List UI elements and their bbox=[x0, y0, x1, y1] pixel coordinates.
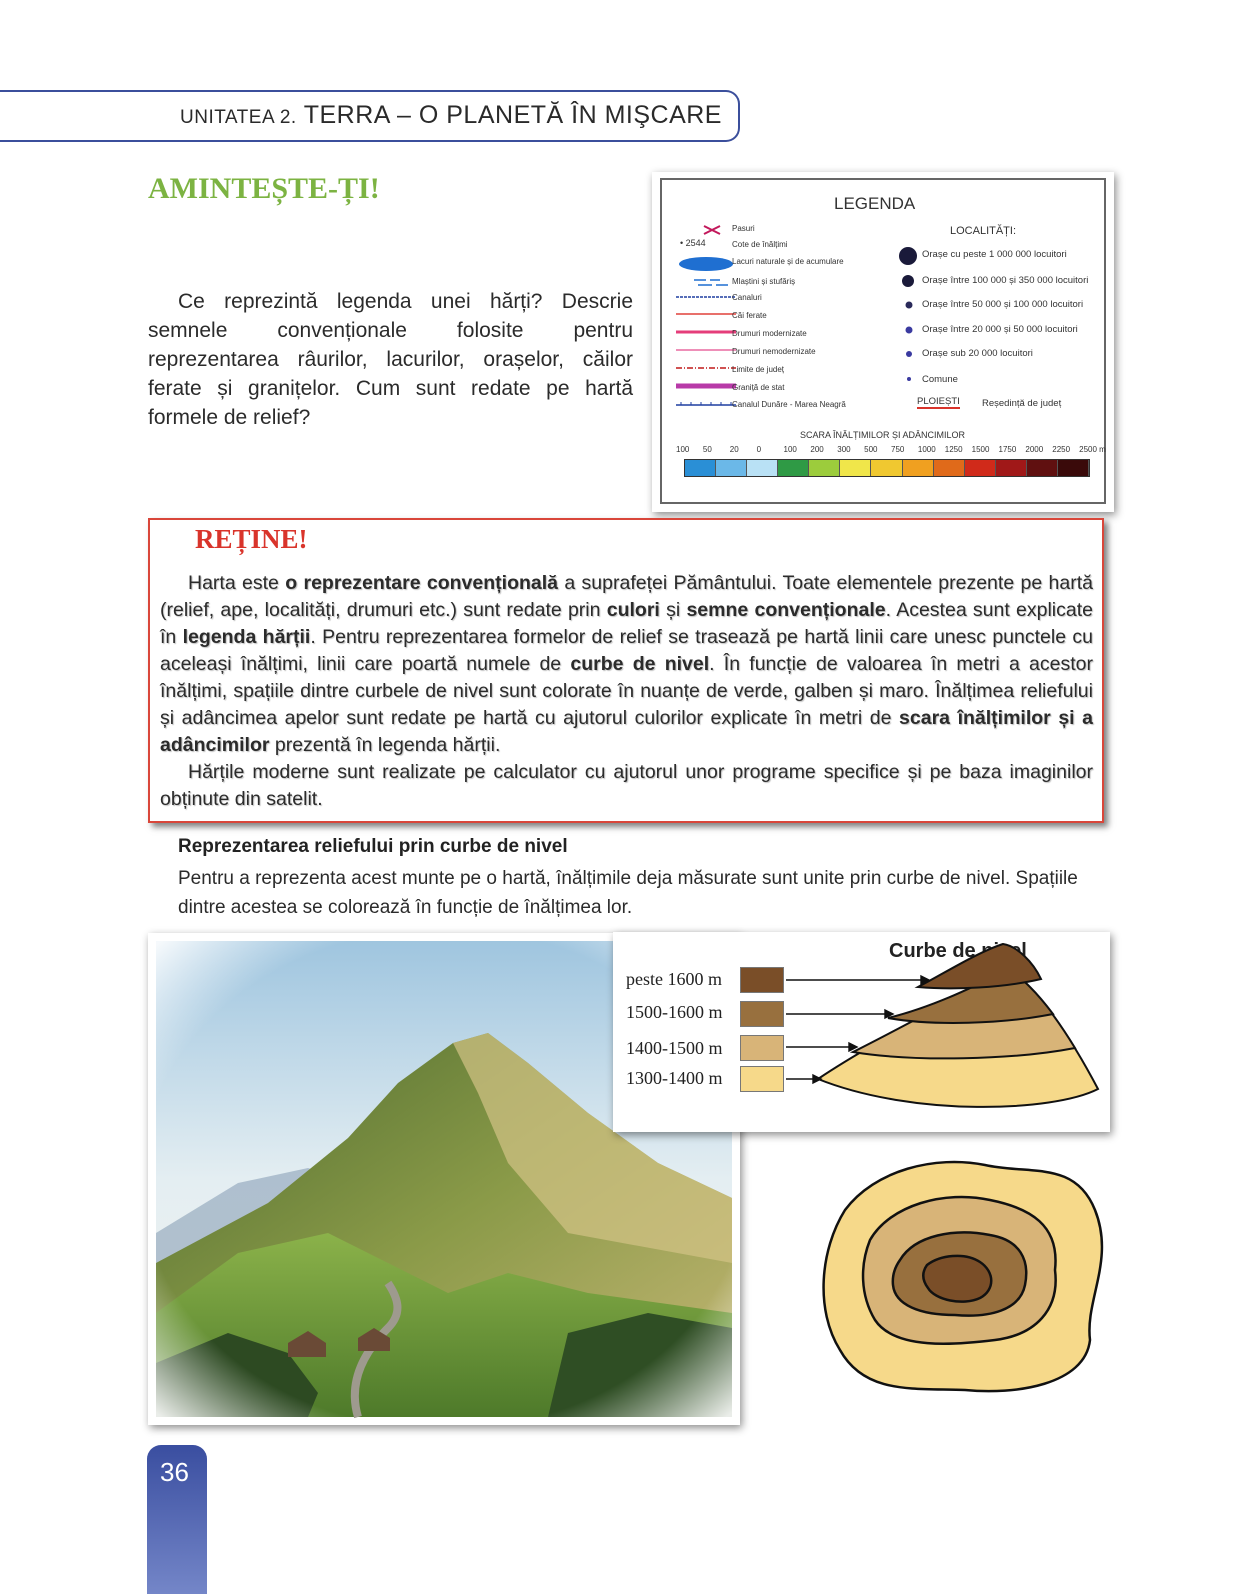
county-limit-symbol bbox=[676, 365, 736, 371]
scale-tick-label: 20 bbox=[729, 445, 739, 454]
scale-color-cell bbox=[778, 460, 809, 476]
county-seat-label: Reședință de județ bbox=[982, 398, 1062, 409]
key-term: curbe de nivel bbox=[570, 653, 710, 675]
legend-item: Graniță de stat bbox=[732, 383, 785, 392]
header-title bbox=[180, 101, 722, 130]
scale-color-cell bbox=[934, 460, 965, 476]
remember-title: REȚINE! bbox=[195, 524, 308, 554]
spot-height-symbol: • 2544 bbox=[680, 238, 706, 248]
legend-title: LEGENDA bbox=[834, 194, 916, 213]
border-symbol bbox=[676, 382, 736, 390]
text-run: . Pentru reprezentarea formelor de relief se trasează pe hartă linii care unesc punctele cu aceleași înălțimi, linii care poartă numele de bbox=[160, 626, 1093, 675]
scale-tick-label: 500 bbox=[864, 445, 878, 454]
band-label: 1500-1600 m bbox=[626, 1002, 723, 1022]
text-run: . Acestea sunt explicate în bbox=[160, 599, 1094, 648]
railway-symbol bbox=[676, 311, 736, 317]
legend-item: Căi ferate bbox=[732, 311, 767, 320]
legend-item: Limite de județ bbox=[732, 365, 785, 374]
marsh-icon bbox=[692, 276, 732, 288]
reminder-text: Ce reprezintă legenda unei hărți? Descrie semnele convenționale folosite pentru reprezentarea râurilor, lacurilor, orașelor, căilor ferate și granițelor. Cum sunt redate pe hartă formele de relief? bbox=[148, 290, 633, 429]
scale-bar bbox=[684, 459, 1090, 477]
band-label: peste 1600 m bbox=[626, 969, 722, 989]
locality-item: Orașe între 20 000 și 50 000 locuitori bbox=[922, 324, 1078, 335]
unit-title: TERRA – O PLANETĂ ÎN MIŞCARE bbox=[303, 101, 722, 129]
map-legend-image bbox=[652, 172, 1114, 512]
scale-tick-label: 50 bbox=[702, 445, 712, 454]
scale-color-cell bbox=[716, 460, 747, 476]
locality-item: Orașe între 50 000 și 100 000 locuitori bbox=[922, 299, 1084, 310]
scale-color-cell bbox=[996, 460, 1027, 476]
legend-item: Cote de înălțimi bbox=[732, 240, 788, 249]
dirt-road-symbol bbox=[676, 347, 736, 353]
legend-item: Pasuri bbox=[732, 224, 755, 233]
section-title: Reprezentarea reliefului prin curbe de nivel bbox=[178, 836, 568, 857]
remember-paragraph-2: Hărțile moderne sunt realizate pe calculator cu ajutorul unor programe specifice și pe baza imaginilor obținute din satelit. bbox=[160, 761, 1093, 810]
city-50k-icon bbox=[904, 300, 914, 310]
legend-item: Drumuri nemodernizate bbox=[732, 347, 816, 356]
unit-label: UNITATEA 2. bbox=[180, 107, 297, 128]
city-1m-icon bbox=[896, 246, 920, 266]
scale-title: SCARA ÎNĂLȚIMILOR ȘI ADÂNCIMILOR bbox=[800, 430, 966, 440]
legend-item: Canaluri bbox=[732, 293, 762, 302]
scale-tick-label: 2500 m bbox=[1079, 445, 1106, 454]
commune-icon bbox=[906, 376, 912, 382]
key-term: semne convenționale bbox=[686, 599, 886, 621]
scale-color-cell bbox=[871, 460, 902, 476]
scale-tick-label: 0 bbox=[756, 445, 762, 454]
localities-title: LOCALITĂȚI: bbox=[950, 225, 1017, 237]
scale-tick-label: 1000 bbox=[917, 445, 936, 454]
key-term: culori bbox=[606, 599, 660, 621]
locality-item: Orașe între 100 000 și 350 000 locuitori bbox=[922, 275, 1089, 286]
text-run: Harta este bbox=[188, 572, 286, 594]
danube-canal-symbol bbox=[676, 400, 736, 408]
county-seat-name: PLOIEȘTI bbox=[917, 396, 960, 407]
legend-item: Mlaștini și stufăriș bbox=[732, 277, 796, 286]
scale-color-cell bbox=[747, 460, 778, 476]
reminder-questions bbox=[148, 287, 633, 432]
locality-item: Comune bbox=[922, 374, 958, 385]
contour-title: Curbe de nivel bbox=[889, 940, 1027, 962]
scale-tick-label: 100 bbox=[676, 445, 690, 454]
legend-item: Drumuri modernizate bbox=[732, 329, 807, 338]
reminder-title: AMINTEȘTE-ȚI! bbox=[148, 172, 380, 205]
band-label: 1400-1500 m bbox=[626, 1038, 723, 1058]
remember-text bbox=[160, 570, 1093, 813]
scale-tick-label: 300 bbox=[837, 445, 851, 454]
city-100k-icon bbox=[900, 273, 916, 289]
band-label: 1300-1400 m bbox=[626, 1068, 723, 1088]
scale-tick-label: 750 bbox=[891, 445, 905, 454]
legend-item: Lacuri naturale și de acumulare bbox=[732, 257, 844, 266]
text-run: a suprafeței Pământului. Toate elementele prezente pe hartă (relief, ape, localități, drumuri etc.) sunt redate prin bbox=[160, 572, 1093, 621]
section-text: Pentru a reprezenta acest munte pe o hartă, înălțimile deja măsurate sunt unite prin curbe de nivel. Spațiile dintre acestea se colorează în funcție de înălțimea lor. bbox=[178, 868, 1078, 918]
scale-color-cell bbox=[1027, 460, 1058, 476]
scale-color-cell bbox=[840, 460, 871, 476]
key-term: scara înălțimilor și a adâncimilor bbox=[160, 707, 1093, 756]
remember-paragraph-1 bbox=[160, 570, 1093, 759]
text-run: . În funcție de valoarea în metri a acestor înălțimi, spațiile dintre curbele de nivel sunt colorate în nuanțe de verde, galben și maro. Înălțimea reliefului și adâncimea apelor sunt redate pe hartă cu ajutorul culorilor explicate în metri de bbox=[160, 653, 1094, 729]
scale-ticks bbox=[676, 445, 1106, 457]
scale-tick-label: 1750 bbox=[998, 445, 1017, 454]
key-term: o reprezentare convențională bbox=[285, 572, 559, 594]
scale-color-cell bbox=[903, 460, 934, 476]
page-number: 36 bbox=[160, 1457, 189, 1487]
contour-profile-diagram bbox=[613, 932, 1110, 1132]
canal-symbol bbox=[676, 294, 736, 300]
scale-color-cell bbox=[809, 460, 840, 476]
scale-tick-label: 2250 bbox=[1052, 445, 1071, 454]
text-run: și bbox=[659, 599, 687, 621]
text-run: prezentă în legenda hărții. bbox=[269, 734, 501, 756]
scale-color-cell bbox=[1058, 460, 1089, 476]
scale-color-cell bbox=[685, 460, 716, 476]
scale-tick-label: 2000 bbox=[1025, 445, 1044, 454]
key-term: legenda hărții bbox=[182, 626, 311, 648]
city-20k-icon bbox=[904, 325, 914, 335]
contour-map-diagram bbox=[815, 1150, 1105, 1400]
map-legend-border bbox=[660, 178, 1106, 504]
scale-color-cell bbox=[965, 460, 996, 476]
modern-road-symbol bbox=[676, 329, 736, 335]
scale-tick-label: 1250 bbox=[944, 445, 963, 454]
scale-tick-label: 100 bbox=[783, 445, 797, 454]
lake-icon bbox=[676, 256, 736, 272]
scale-tick-label: 200 bbox=[810, 445, 824, 454]
locality-item: Orașe sub 20 000 locuitori bbox=[922, 348, 1033, 359]
legend-item: Canalul Dunăre - Marea Neagră bbox=[732, 400, 846, 409]
town-icon bbox=[905, 350, 913, 358]
locality-item: Orașe cu peste 1 000 000 locuitori bbox=[922, 249, 1067, 260]
pass-icon bbox=[702, 224, 722, 236]
scale-tick-label: 1500 bbox=[971, 445, 990, 454]
